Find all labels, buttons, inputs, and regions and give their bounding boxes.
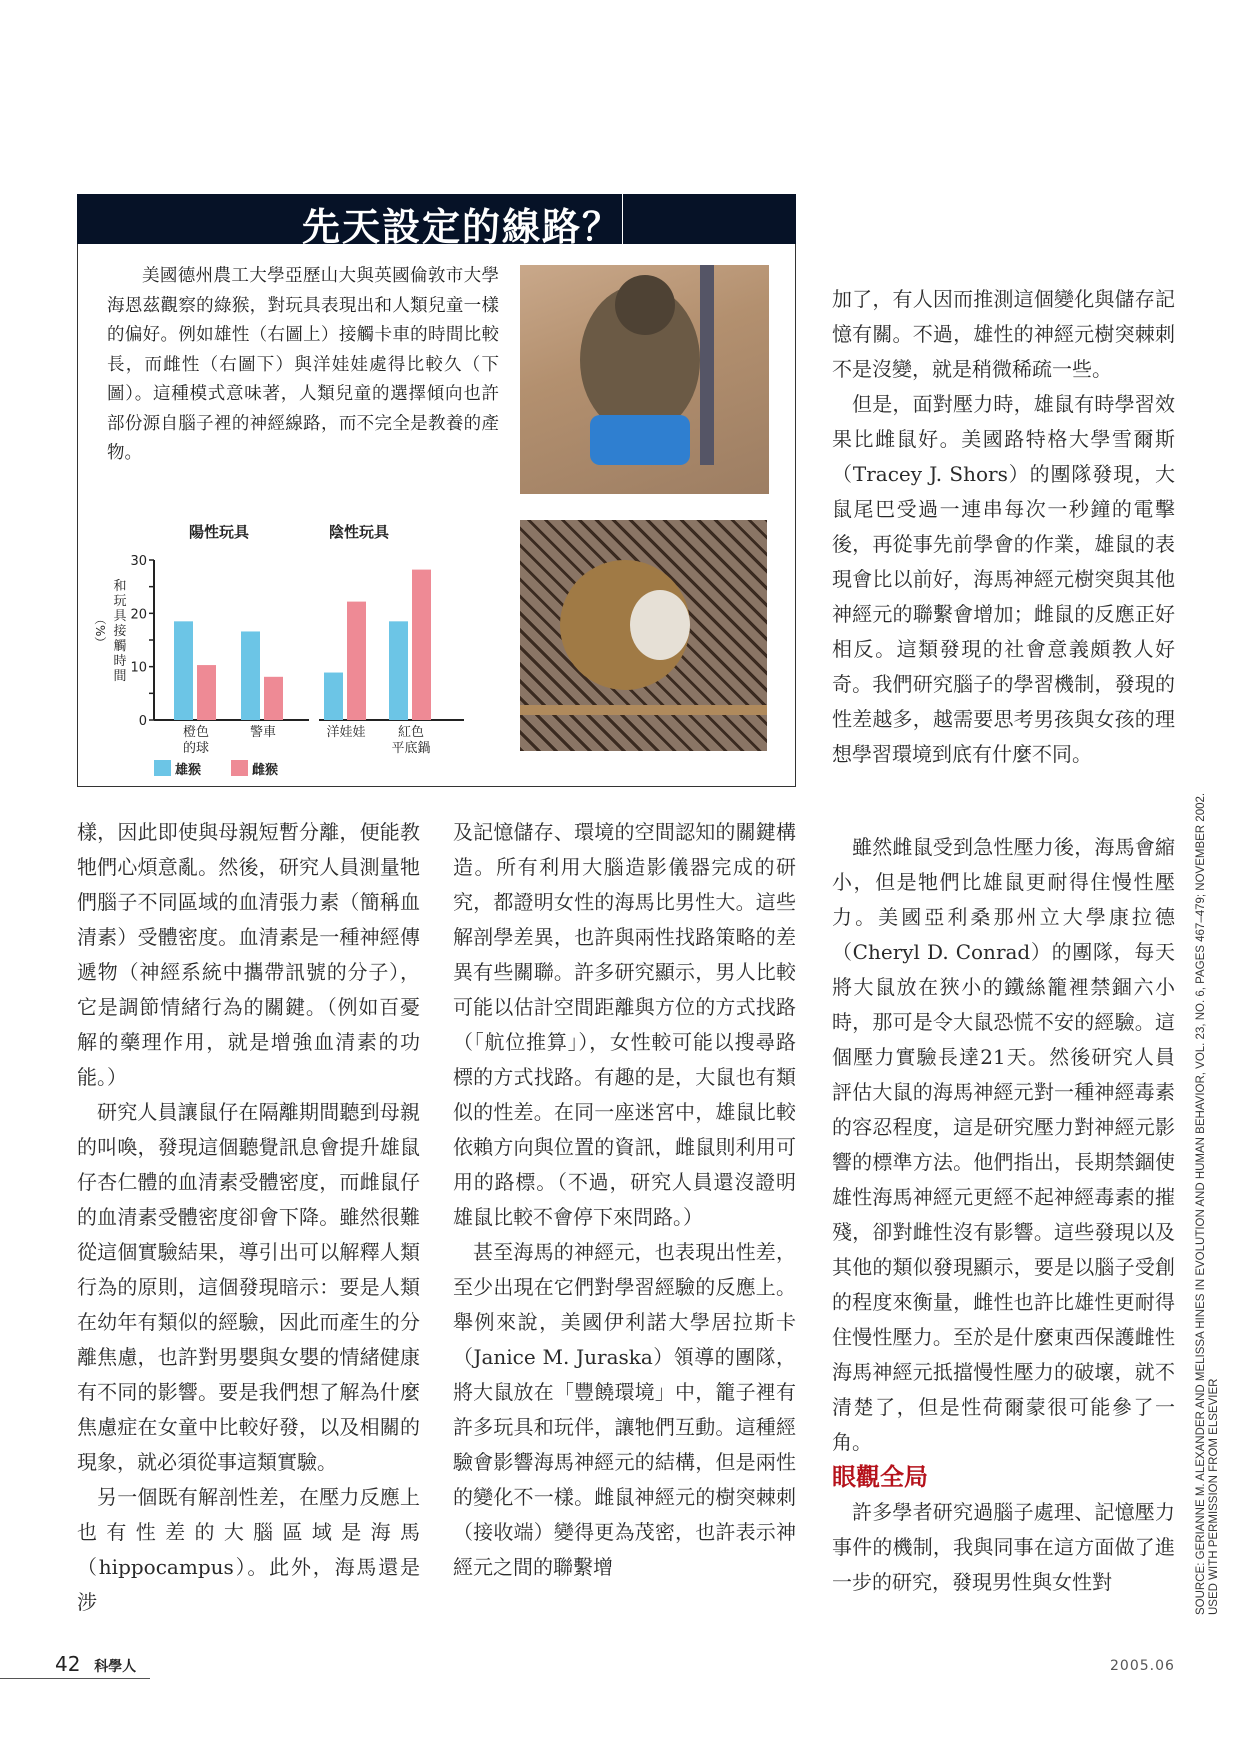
y-axis-label-char: 時: [113, 654, 127, 669]
category-label: 平底鍋: [391, 741, 431, 756]
y-tick-label: 10: [130, 660, 147, 676]
y-axis-label-char: 玩: [113, 594, 127, 609]
section-heading: 眼觀全局: [832, 1463, 928, 1491]
column-3-bottom: [832, 830, 1175, 1600]
y-tick-label: 20: [130, 607, 147, 623]
paragraph: 甚至海馬的神經元，也表現出性差，至少出現在它們對學習經驗的反應上。舉例來說，美國伊利諾大學居拉斯卡（Janice M. Juraska）領導的團隊，將大鼠放在「豐饒環境」中，籠子裡有許多玩具和玩伴，讓牠們互動。這種經驗會影響海馬神經元的結構，但是兩性的變化不一樣。雌鼠神經元的樹突棘刺（接收端）變得更為茂密，也許表示神經元之間的聯繫增: [453, 1240, 796, 1579]
bar-female: [347, 602, 366, 720]
bar-male: [241, 631, 260, 720]
bar-male: [174, 621, 193, 720]
box-intro: 美國德州農工大學亞歷山大與英國倫敦市大學海恩茲觀察的綠猴，對玩具表現出和人類兒童一樣的偏好。例如雄性（右圖上）接觸卡車的時間比較長，而雌性（右圖下）與洋娃娃處得比較久（下圖）。這種模式意味著，人類兒童的選擇傾向也許部份源自腦子裡的神經線路，而不完全是教養的產物。: [107, 266, 499, 463]
category-label: 洋娃娃: [326, 725, 366, 740]
bar-male: [324, 673, 343, 720]
paragraph: 但是，面對壓力時，雄鼠有時學習效果比雌鼠好。美國路特格大學雪爾斯（Tracey J. Shors）的團隊發現，大鼠尾巴受過一連串每次一秒鐘的電擊後，再從事先前學會的作業，雄鼠的表現會比以前好，海馬神經元樹突與其他神經元的聯繫會增加；雌鼠的反應正好相反。這類發現的社會意義頗教人好奇。我們研究腦子的學習機制，發現的性差越多，越需要思考男孩與女孩的理想學習環境到底有什麼不同。: [832, 392, 1175, 766]
column-2: [453, 815, 796, 1585]
category-label: 橙色: [182, 725, 210, 740]
legend-label: 雌猴: [252, 763, 279, 778]
paragraph: 研究人員讓鼠仔在隔離期間聽到母親的叫喚，發現這個聽覺訊息會提升雄鼠仔杏仁體的血清素受體密度，而雌鼠仔的血清素受體密度卻會下降。雖然很難從這個實驗結果，導引出可以解釋人類行為的原則，這個發現暗示：要是人類在幼年有類似的經驗，因此而產生的分離焦慮，也許對男嬰與女嬰的情緒健康有不同的影響。要是我們想了解為什麼焦慮症在女童中比較好發，以及相關的現象，就必須從事這類實驗。: [77, 1100, 420, 1474]
paragraph: 另一個既有解剖性差，在壓力反應上也有性差的大腦區域是海馬（hippocampus）。此外，海馬還是涉: [77, 1485, 420, 1614]
y-axis-label-char: 接: [113, 624, 127, 639]
credit-line-2: USED WITH PERMISSION FROM ELSEVIER: [1208, 1378, 1220, 1615]
image-credit: [1195, 792, 1221, 1615]
y-axis-label-char: 間: [113, 669, 127, 684]
legend-label: 雄猴: [175, 763, 202, 778]
photo-female-monkey-doll: [520, 520, 767, 751]
y-tick-label: 30: [130, 554, 147, 569]
paragraph: 許多學者研究過腦子處理、記憶壓力事件的機制，我與同事在這方面做了進一步的研究，發現男性與女性對: [832, 1500, 1175, 1594]
photo-male-monkey-truck: [520, 265, 769, 494]
y-axis-label-unit: （%）: [93, 613, 107, 649]
footer-rule: [0, 1678, 150, 1679]
bar-male: [389, 621, 408, 720]
paragraph: 雖然雌鼠受到急性壓力後，海馬會縮小，但是牠們比雄鼠更耐得住慢性壓力。美國亞利桑那州立大學康拉德（Cheryl D. Conrad）的團隊，每天將大鼠放在狹小的鐵絲籠裡禁錮六小時，那可是令大鼠恐慌不安的經驗。這個壓力實驗長達21天。然後研究人員評估大鼠的海馬神經元對一種神經毒素的容忍程度，這是研究壓力對神經元影響的標準方法。他們指出，長期禁錮使雄性海馬神經元更經不起神經毒素的摧殘，卻對雌性沒有影響。這些發現以及其他的類似發現顯示，要是以腦子受創的程度來衡量，雌性也許比雄性更耐得住慢性壓力。至於是什麼東西保護雌性海馬神經元抵擋慢性壓力的破壞，就不清楚了，但是性荷爾蒙很可能參了一角。: [832, 835, 1175, 1454]
y-tick-label: 0: [138, 714, 147, 729]
group-label: 陰性玩具: [328, 523, 390, 541]
paragraph: 加了，有人因而推測這個變化與儲存記憶有關。不過，雄性的神經元樹突棘刺不是沒變，就是稍微稀疏一些。: [832, 287, 1175, 381]
footer-left: [55, 1652, 136, 1676]
legend-swatch: [231, 760, 248, 776]
column-3-top: [832, 282, 1175, 772]
divider: [622, 194, 623, 244]
page-number: 42: [55, 1652, 81, 1676]
issue-date: 2005.06: [1110, 1658, 1175, 1674]
paragraph: 及記憶儲存、環境的空間認知的關鍵構造。所有利用大腦造影儀器完成的研究，都證明女性的海馬比男性大。這些解剖學差異，也許與兩性找路策略的差異有些關聯。許多研究顯示，男人比較可能以估計空間距離與方位的方式找路（「航位推算」），女性較可能以搜尋路標的方式找路。有趣的是，大鼠也有類似的性差。在同一座迷宮中，雄鼠比較依賴方向與位置的資訊，雌鼠則利用可用的路標。（不過，研究人員還沒證明雄鼠比較不會停下來問路。）: [453, 820, 796, 1229]
bar-female: [412, 570, 431, 720]
category-label: 紅色: [397, 725, 425, 740]
bar-female: [197, 665, 216, 720]
bar-female: [264, 677, 283, 720]
category-label: 警車: [249, 725, 277, 740]
legend-swatch: [154, 760, 171, 776]
category-label: 的球: [182, 741, 210, 756]
group-label: 陽性玩具: [188, 523, 250, 541]
y-axis-label-char: 具: [113, 609, 127, 624]
y-axis-label-char: 觸: [113, 639, 127, 654]
toy-contact-chart: [92, 505, 502, 783]
credit-line-1: SOURCE: GERIANNE M. ALEXANDER AND MELISSA HINES IN EVOLUTION AND HUMAN BEHAVIOR, VOL. 23, NO. 6, PAGES 467–479; NOVEMBER 2002.: [1195, 792, 1207, 1615]
paragraph: 樣，因此即使與母親短暫分離，便能教牠們心煩意亂。然後，研究人員測量牠們腦子不同區域的血清張力素（簡稱血清素）受體密度。血清素是一種神經傳遞物（神經系統中攜帶訊號的分子），它是調節情緒行為的關鍵。（例如百憂解的藥理作用，就是增強血清素的功能。）: [77, 820, 420, 1089]
box-title: 先天設定的線路？: [301, 205, 622, 249]
column-1: [77, 815, 420, 1620]
box-title-bar: [77, 194, 796, 249]
y-axis-label-char: 和: [113, 579, 127, 594]
magazine-name: 科學人: [94, 1659, 137, 1675]
